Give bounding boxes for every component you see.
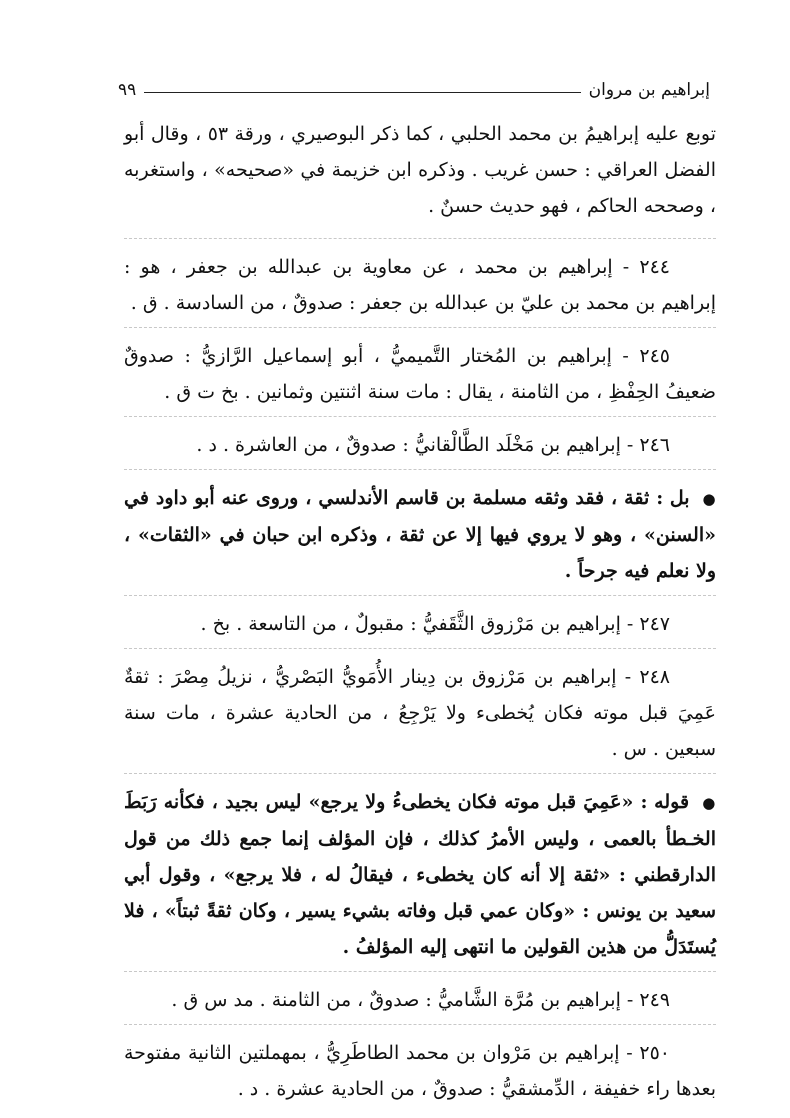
header-rule [144, 92, 580, 93]
entry-text: إبراهيم بن محمد ، عن معاوية بن عبدالله بن جعفر ، هو : إبراهيم بن محمد بن عليّ بن عبدالله بن جعفر : صدوقٌ ، من السادسة . ق . [124, 256, 716, 314]
entry-247: ٢٤٧ - إبراهيم بن مَرْزوق الثَّقَفيُّ : مقبولٌ ، من التاسعة . بخ . [124, 595, 716, 642]
entry-text: إبراهيم بن مَرْوان بن محمد الطاطَرِيُّ ، بمهملتين الثانية مفتوحة بعدها راء خفيفة ، الدِّمشقيُّ : صدوقٌ ، من الحادية عشرة . د . [124, 1042, 716, 1100]
entry-250: ٢٥٠ - إبراهيم بن مَرْوان بن محمد الطاطَرِيُّ ، بمهملتين الثانية مفتوحة بعدها راء خفيفة ، الدِّمشقيُّ : صدوقٌ ، من الحادية عشرة . د . [124, 1024, 716, 1107]
entry-number: ٢٤٥ [639, 345, 671, 367]
entry-number: ٢٤٤ [639, 256, 670, 278]
entry-246: ٢٤٦ - إبراهيم بن مَخْلَد الطَّالْقانيُّ : صدوقٌ ، من العاشرة . د . [124, 416, 716, 463]
black-circle-bullet-icon: ● [702, 794, 716, 812]
entry-number: ٢٤٩ [639, 989, 670, 1011]
entry-249: ٢٤٩ - إبراهيم بن مُرَّة الشَّاميُّ : صدوقٌ ، من الثامنة . مد س ق . [124, 971, 716, 1018]
note-text: بل : ثقة ، فقد وثقه مسلمة بن قاسم الأندلسي ، وروى عنه أبو داود في «السنن» ، وهو لا يروي فيها إلا عن ثقة ، وذكره ابن حبان في «الثقات» ، ولا نعلم فيه جرحاً . [124, 487, 716, 582]
entry-number: ٢٤٨ [639, 666, 671, 688]
page-number: ٩٩ [118, 80, 137, 100]
entry-248: ٢٤٨ - إبراهيم بن مَرْزوق بن دِينار الأُمَويُّ البَصْريُّ ، نزيلُ مِصْرَ : ثقةٌ عَمِيَ قبل موته فكان يُخطىء ولا يَرْجِعُ ، من الحادية عشرة ، مات سنة سبعين . س . [124, 648, 716, 767]
entry-text: إبراهيم بن مَرْزوق الثَّقَفيُّ : مقبولٌ ، من التاسعة . بخ . [200, 613, 621, 635]
note-text: قوله : «عَمِيَ قبل موته فكان يخطىءُ ولا يرجع» ليس بجيد ، فكأنه رَبَطَ الخـطأ بالعمى ، وليس الأمرُ كذلك ، فإن المؤلف إنما جمع ذلك من قول الدارقطني : «ثقة إلا أنه كان يخطىء ، فيقالُ له ، فلا يرجع» ، وقول أبي سعيد بن يونس : «وكان عمي قبل وفاته بشيء يسير ، وكان ثقةً ثبتاً» ، فلا يُستَدَلُّ من هذين القولين ما انتهى إليه المؤلفُ . [124, 791, 716, 958]
entry-text: إبراهيم بن المُختار التَّميميُّ ، أبو إسماعيل الرَّازيُّ : صدوقٌ ضعيفُ الحِفْظِ ، من الثامنة ، يقال : مات سنة اثنتين وثمانين . بخ ت ق . [124, 345, 716, 403]
entry-text: إبراهيم بن مُرَّة الشَّاميُّ : صدوقٌ ، من الثامنة . مد س ق . [171, 989, 621, 1011]
entry-number: ٢٤٧ [639, 613, 670, 635]
intro-paragraph: توبع عليه إبراهيمُ بن محمد الحلبي ، كما ذكر البوصيري ، ورقة ٥٣ ، وقال أبو الفضل العراقي : حسن غريب . وذكره ابن خزيمة في «صحيحه» ، واستغربه ، وصححه الحاكم ، فهو حديث حسنٌ . [124, 123, 716, 217]
black-circle-bullet-icon: ● [702, 490, 716, 508]
running-title: إبراهيم بن مروان [588, 80, 710, 100]
entry-text: إبراهيم بن مَخْلَد الطَّالْقانيُّ : صدوقٌ ، من العاشرة . د . [196, 434, 621, 456]
page-header [118, 76, 710, 104]
entry-244: ٢٤٤ - إبراهيم بن محمد ، عن معاوية بن عبدالله بن جعفر ، هو : إبراهيم بن محمد بن عليّ بن عبدالله بن جعفر : صدوقٌ ، من السادسة . ق . [124, 238, 716, 321]
entry-245: ٢٤٥ - إبراهيم بن المُختار التَّميميُّ ، أبو إسماعيل الرَّازيُّ : صدوقٌ ضعيفُ الحِفْظِ ، من الثامنة ، يقال : مات سنة اثنتين وثمانين . بخ ت ق . [124, 327, 716, 410]
editor-note [124, 773, 716, 965]
entry-number: ٢٤٦ [639, 434, 670, 456]
page-body [124, 116, 716, 1111]
editor-note [124, 469, 716, 589]
entry-text: إبراهيم بن مَرْزوق بن دِينار الأُمَويُّ البَصْريُّ ، نزيلُ مِصْرَ : ثقةٌ عَمِيَ قبل موته فكان يُخطىء ولا يَرْجِعُ ، من الحادية عشرة ، مات سنة سبعين . س . [124, 666, 716, 760]
entry-number: ٢٥٠ [639, 1042, 670, 1064]
